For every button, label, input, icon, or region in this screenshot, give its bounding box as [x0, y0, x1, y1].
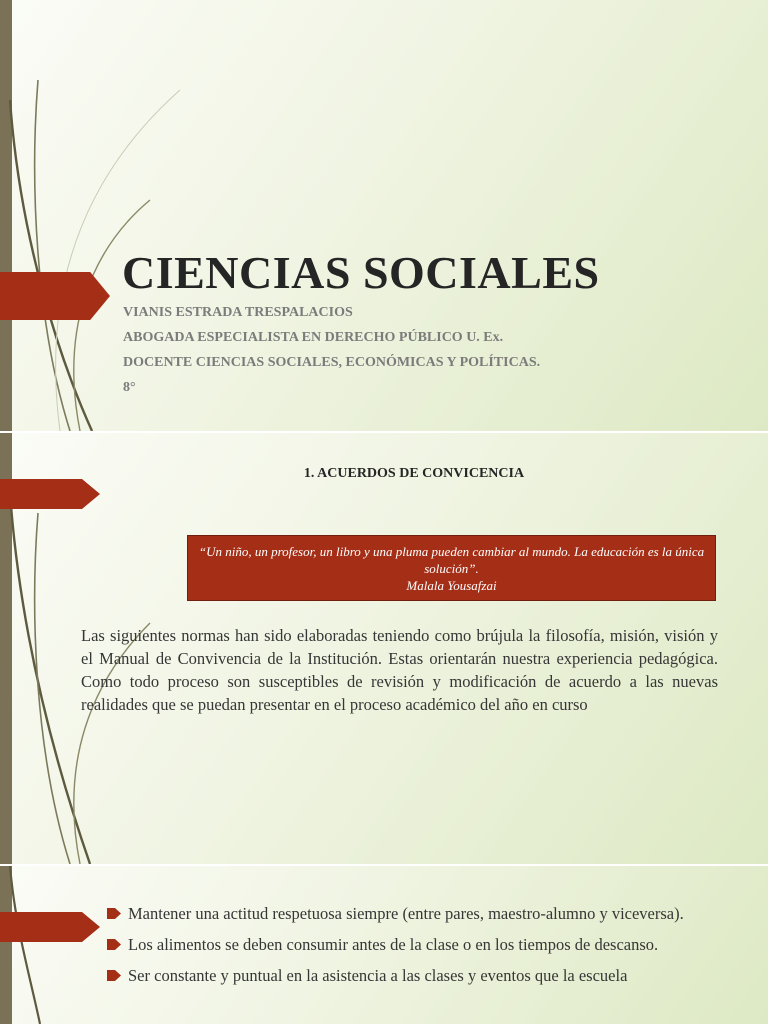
arrow-bullet-icon [107, 908, 121, 919]
intro-paragraph: Las siguientes normas han sido elaboradas teniendo como brújula la filosofía, misión, visión y el Manual de Convivencia de la Institución. Estas orientarán nuestra experiencia pedagógica. Como todo proceso son susceptibles de revisión y modificación de acuerdo a las nuevas realidades que se puedan presentar en el proceso académico del año en curso [81, 626, 718, 714]
arrow-bullet-icon [107, 970, 121, 981]
slide-accent-tab [0, 479, 100, 509]
author-role: DOCENTE CIENCIAS SOCIALES, ECONÓMICAS Y POLÍTICAS. [123, 355, 541, 370]
slide-agreements [0, 433, 768, 864]
slide-rules [0, 866, 768, 1024]
author-name: VIANIS ESTRADA TRESPALACIOS [123, 305, 353, 320]
section-heading: 1. ACUERDOS DE CONVICENCIA [303, 466, 525, 481]
list-item [107, 964, 734, 987]
quote-text: “Un niño, un profesor, un libro y una pluma pueden cambiar al mundo. La educación es la única solución”. [198, 544, 705, 576]
list-item-text: Los alimentos se deben consumir antes de la clase o en los tiempos de descanso. [128, 935, 659, 954]
grade-label: 8° [123, 380, 136, 395]
list-item [107, 902, 734, 925]
slide-title [0, 0, 768, 431]
quote-box [187, 535, 716, 601]
list-item [107, 933, 734, 956]
arrow-bullet-icon [107, 939, 121, 950]
author-degree: ABOGADA ESPECIALISTA EN DERECHO PÚBLICO U. Ex. [123, 330, 504, 345]
quote-author: Malala Yousafzai [406, 578, 497, 593]
slide-accent-tab [0, 912, 100, 942]
list-item-text: Mantener una actitud respetuosa siempre (entre pares, maestro-alumno y viceversa). [128, 904, 684, 923]
page-title: CIENCIAS SOCIALES [122, 247, 600, 298]
rules-list [107, 902, 734, 995]
slide-accent-tab [0, 272, 110, 320]
list-item-text: Ser constante y puntual en la asistencia a las clases y eventos que la escuela [128, 966, 628, 985]
